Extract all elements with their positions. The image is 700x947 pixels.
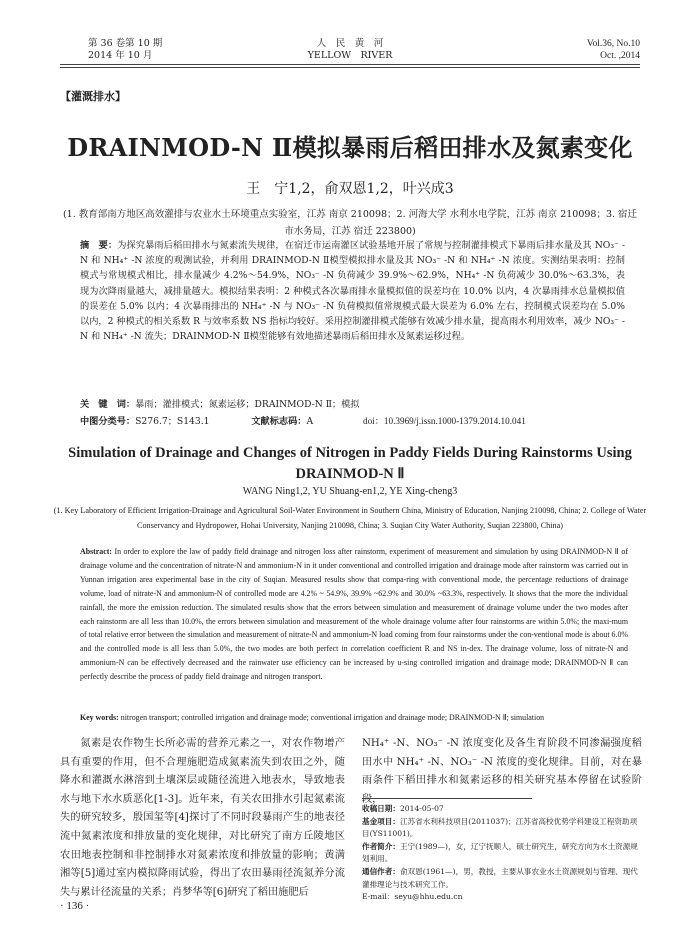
body-column-right: NH₄⁺ -N、NO₃⁻ -N 浓度变化及各生育阶段不同渗漏强度稻田水中 NH₄⁺ -N、NO₃⁻ -N 浓度的变化规律。目前，对在暴雨条件下稻田排水和氮素运移的相关研究基本停留在试验阶段， (362, 738, 642, 805)
abstract-en-label: Abstract: (80, 547, 112, 556)
footnote-corresponding: 通信作者：俞双恩(1961—)，男，教授，主要从事农业水土资源规划与管理、现代灌排理论与技术研究工作。 (362, 866, 638, 889)
authors-en: WANG Ning1,2, YU Shuang-en1,2, YE Xing-cheng3 (242, 486, 458, 497)
title-en-line1: Simulation of Drainage and Changes of Nitrogen in Paddy Fields During Rainstorms Using (68, 445, 632, 461)
abstract-cn-label: 摘 要： (80, 240, 118, 251)
keywords-en (80, 711, 628, 724)
title-en (30, 443, 670, 485)
body-column-left: 氮素是农作物生长所必需的营养元素之一，对农作物增产具有重要的作用，但不合理施肥造成氮素流失到农田之外，随降水和灌溉水淋溶到土壤深层或随径流进入地表水，导致地表水与地下水水质恶化[1-3]。近年来，有关农田排水引起氮素流失的研究较多，殷国玺等[4]探讨了不同时段暴雨产生的地表径流中氮素浓度和排放量的变化规律，对比研究了南方丘陵地区农田地表控制和非控制排水对氮素浓度和排放量的影响；黄满湘等[5]通过室内模拟降雨试验，得出了农田暴雨径流氮养分流失与累计径流量的关系；肖梦华等[6]研究了稻田施肥后 (60, 738, 345, 898)
footnote-received: 收稿日期：2014-05-07 (362, 804, 444, 813)
clc-value: S276.7；S143.1 (135, 416, 210, 427)
doi: doi：10.3969/j.issn.1000-1379.2014.10.041 (362, 416, 526, 426)
keywords-cn (80, 398, 625, 412)
doc-code-value: A (306, 416, 314, 427)
footnote-author: 作者简介：王宁(1989—)，女，辽宁抚顺人，硕士研究生，研究方向为水土资源规划利用。 (362, 841, 638, 864)
footnotes (362, 803, 642, 904)
abstract-en-text: In order to explore the law of paddy field drainage and nitrogen loss after rainstorm, experiment of measurement and simulation by using DRAINMOD-N Ⅱ of drainage volume and the concentration of nitrate-N and ammonium-N in it under conventional and controlled irrigation and drainage mode after rainstorm was carried out in Yunnan irrigation area experimental base in the city of Suqian. Measured results show that compa-ring with conventional mode, the percentage reductions of drainage volume, load of nitrate-N and ammonium-N of controlled mode are 4.2% ~ 54.9%, 39.9% ~62.9% and 30.0% ~63.3%, respectively. It shows that the more the individual rainfall, the more the emission reduction. The simulated results show that the errors between simulation and measurement of drainage volume under the two modes after each rainstorm are all less than 10.0%, the errors between simulation and measurement of the whole drainage volume after four rainstorms are within 5.0%; the maxi-mum of total relative error between the simulation and measurement of nitrate-N and ammonium-N load coming from four rainstorms under the con-ventional mode is about 6.0% and the controlled mode is all less than 5.0%, the two modes are both perfect in correlation coefficient R and NS in-dex. The drainage volume, loss of nitrate-N and ammonium-N can be effectively decreased and the rainwater use efficiency can be increased by u-sing controlled irrigation and drainage mode; DRAINMOD-N Ⅱ can perfectly describe the process of paddy field drainage and nitrogen transport. (80, 547, 628, 682)
abstract-en (80, 545, 628, 684)
doc-code-label: 文献标志码： (251, 416, 307, 427)
header-issue-en: Vol.36, No.10 Oct. ,2014 (586, 39, 640, 61)
classification-line (80, 414, 625, 429)
keywords-en-text: nitrogen transport; controlled irrigation and drainage mode; conventional irrigation and drainage mode; DRAINMOD-N Ⅱ; simulation (120, 713, 545, 722)
footnote-fund: 基金项目：江苏省水利科技项目(2011037)；江苏省高校优势学科建设工程资助项目(YS11001)。 (362, 816, 638, 839)
footnote-email: E-mail：seyu@hhu.edu.cn (362, 892, 463, 902)
abstract-cn-text: 为探究暴雨后稻田排水与氮素流失规律，在宿迁市运南灌区试验基地开展了常规与控制灌排模式下暴雨后排水量及其 NO₃⁻ -N 和 NH₄⁺ -N 浓度的观测试验，并利用 DRAINMOD-N Ⅱ模型模拟排水量及其 NO₃⁻ -N 和 NH₄⁺ -N 浓度。实测结果表明：控制模式与常规模式相比，排水量减少 4.2%～54.9%，NO₃⁻ -N 负荷减少 39.9%～62.9%，NH₄⁺ -N 负荷减少 30.0%～63.3%，表现为次降雨量越大，减排量越大。模拟结果表明：2 种模式各次暴雨排水量模拟值的误差均在 10.0% 以内，4 次暴雨排水总量模拟值的误差在 5.0% 以内；4 次暴雨排出的 NH₄⁺ -N 与 NO₃⁻ -N 负荷模拟值常规模式最大误差为 6.0% 左右，控制模式误差均在 5.0% 以内，2 种模式的相关系数 R 与效率系数 NS 指标均较好。采用控制灌排模式能够有效减少排水量，提高雨水利用效率，减少 NO₃⁻ -N 和 NH₄⁺ -N 流失；DRAINMOD-N Ⅱ模型能够有效地描述暴雨后稻田排水及氮素运移过程。 (80, 240, 626, 343)
header-issue-cn: 第 36 卷第 10 期 2014 年 10 月 (88, 38, 163, 61)
header-rule-bottom (60, 67, 640, 68)
clc-label: 中图分类号： (80, 416, 136, 427)
authors-cn: 王 宁1,2，俞双恩1,2，叶兴成3 (246, 181, 454, 197)
section-label: 【灌溉排水】 (60, 90, 126, 103)
title-en-line2: DRAINMOD-N Ⅱ (295, 466, 405, 482)
keywords-cn-label: 关 键 词： (80, 399, 136, 410)
header-rule-top (60, 64, 640, 65)
header-journal: 人 民 黄 河 YELLOW RIVER (307, 38, 393, 61)
footnote-rule (362, 798, 532, 799)
keywords-en-label: Key words: (80, 713, 119, 722)
abstract-cn (80, 238, 625, 344)
keywords-cn-text: 暴雨；灌排模式；氮素运移；DRAINMOD-N Ⅱ；模拟 (135, 399, 360, 410)
page-number: · 136 · (60, 900, 90, 912)
affiliation-cn: (1. 教育部南方地区高效灌排与农业水土环境重点实验室，江苏 南京 210098；2. 河海大学 水利水电学院，江苏 南京 210098；3. 宿迁市水务局，江苏 宿迁 223800) (62, 209, 638, 237)
affiliation-en: (1. Key Laboratory of Efficient Irrigation-Drainage and Agricultural Soil-Water Environment in Southern China, Ministry of Education, Nanjing 210098, China; 2. College of Water Conservancy and Hydropower, Hohai University, Nanjing 210098, China; 3. Suqian City Water Authority, Suqian 223800, China) (53, 506, 647, 530)
title-cn: DRAINMOD-N Ⅱ模拟暴雨后稻田排水及氮素变化 (67, 133, 633, 162)
